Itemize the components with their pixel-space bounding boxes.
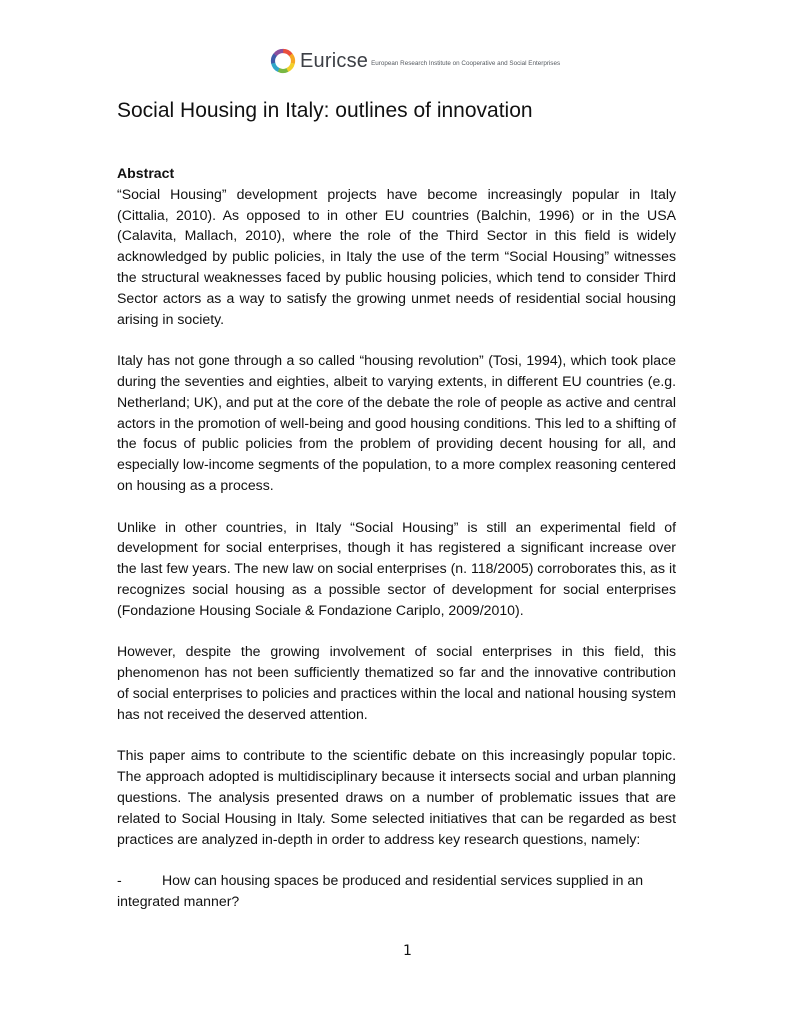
document-header (270, 44, 560, 78)
bullet-marker: - (117, 872, 122, 889)
page-number: 1 (403, 943, 412, 959)
abstract-heading: Abstract (117, 165, 175, 181)
paragraph-3: Unlike in other countries, in Italy “Social Housing” is still an experimental field of development for social enterprises, though it has registered a significant increase over the last few years. The new law on social enterprises (n. 118/2005) corroborates this, as it recognizes social housing as a possible sector of development for social enterprises (Fondazione Housing Sociale & Fondazione Cariplo, 2009/2010). (117, 518, 676, 618)
logo-ring-segment (291, 55, 293, 64)
paragraph-4: However, despite the growing involvement of social enterprises in this field, this phenomenon has not been sufficiently thematized so far and the innovative contribution of social enterprises to policies and practices within the local and national housing system has not received the deserved attention. (117, 643, 676, 722)
research-question-bullet (117, 870, 676, 891)
logo-ring-segment (283, 51, 291, 55)
paragraph-1: “Social Housing” development projects have become increasingly popular in Italy (Cittalia, 2010). As opposed to in other EU countries (Balchin, 1996) or in the USA (Calavita, Mallach, 2010), where the role of the Third Sector in this field is widely acknowledged by public policies, in Italy the use of the term “Social Housing” witnesses the structural weaknesses faced by public housing policies, which tend to consider Third Sector actors as a way to satisfy the growing unmet needs of residential social housing arising in society. (117, 185, 676, 327)
paragraph-5: This paper aims to contribute to the scientific debate on this increasingly popular topic. The approach adopted is multidisciplinary because it intersects social and urban planning questions. The analysis presented draws on a number of problematic issues that are related to Social Housing in Italy. Some selected initiatives that can be regarded as best practices are analyzed in-depth in order to address key research questions, namely: (117, 747, 676, 847)
logo-ring-segment (278, 70, 287, 71)
paper-title: Social Housing in Italy: outlines of innovation (117, 99, 533, 122)
paragraph-2: Italy has not gone through a so called “housing revolution” (Tosi, 1994), which took place during the seventies and eighties, albeit to varying extents, in different EU countries (e.g. Netherland; UK), and put at the core of the debate the role of people as active and central actors in the promotion of well-being and good housing conditions. This led to a shifting of the focus of public policies from the problem of providing decent housing for all, and especially low-income segments of the population, to a more complex reasoning centered on housing as a process. (117, 352, 676, 493)
brand-name: Euricse (300, 49, 369, 72)
brand-subtitle: European Research Institute on Cooperative and Social Enterprises (371, 60, 561, 67)
logo-ring-segment (273, 55, 275, 64)
logo-ring-segment (275, 51, 283, 55)
euricse-ring-logo-icon (270, 48, 296, 74)
paper-body (117, 163, 676, 912)
bullet-first-line: How can housing spaces be produced and residential services supplied in an (162, 872, 644, 889)
bullet-continuation: integrated manner? (117, 892, 240, 909)
logo-ring-segment (273, 63, 278, 70)
logo-ring-segment (287, 63, 293, 70)
